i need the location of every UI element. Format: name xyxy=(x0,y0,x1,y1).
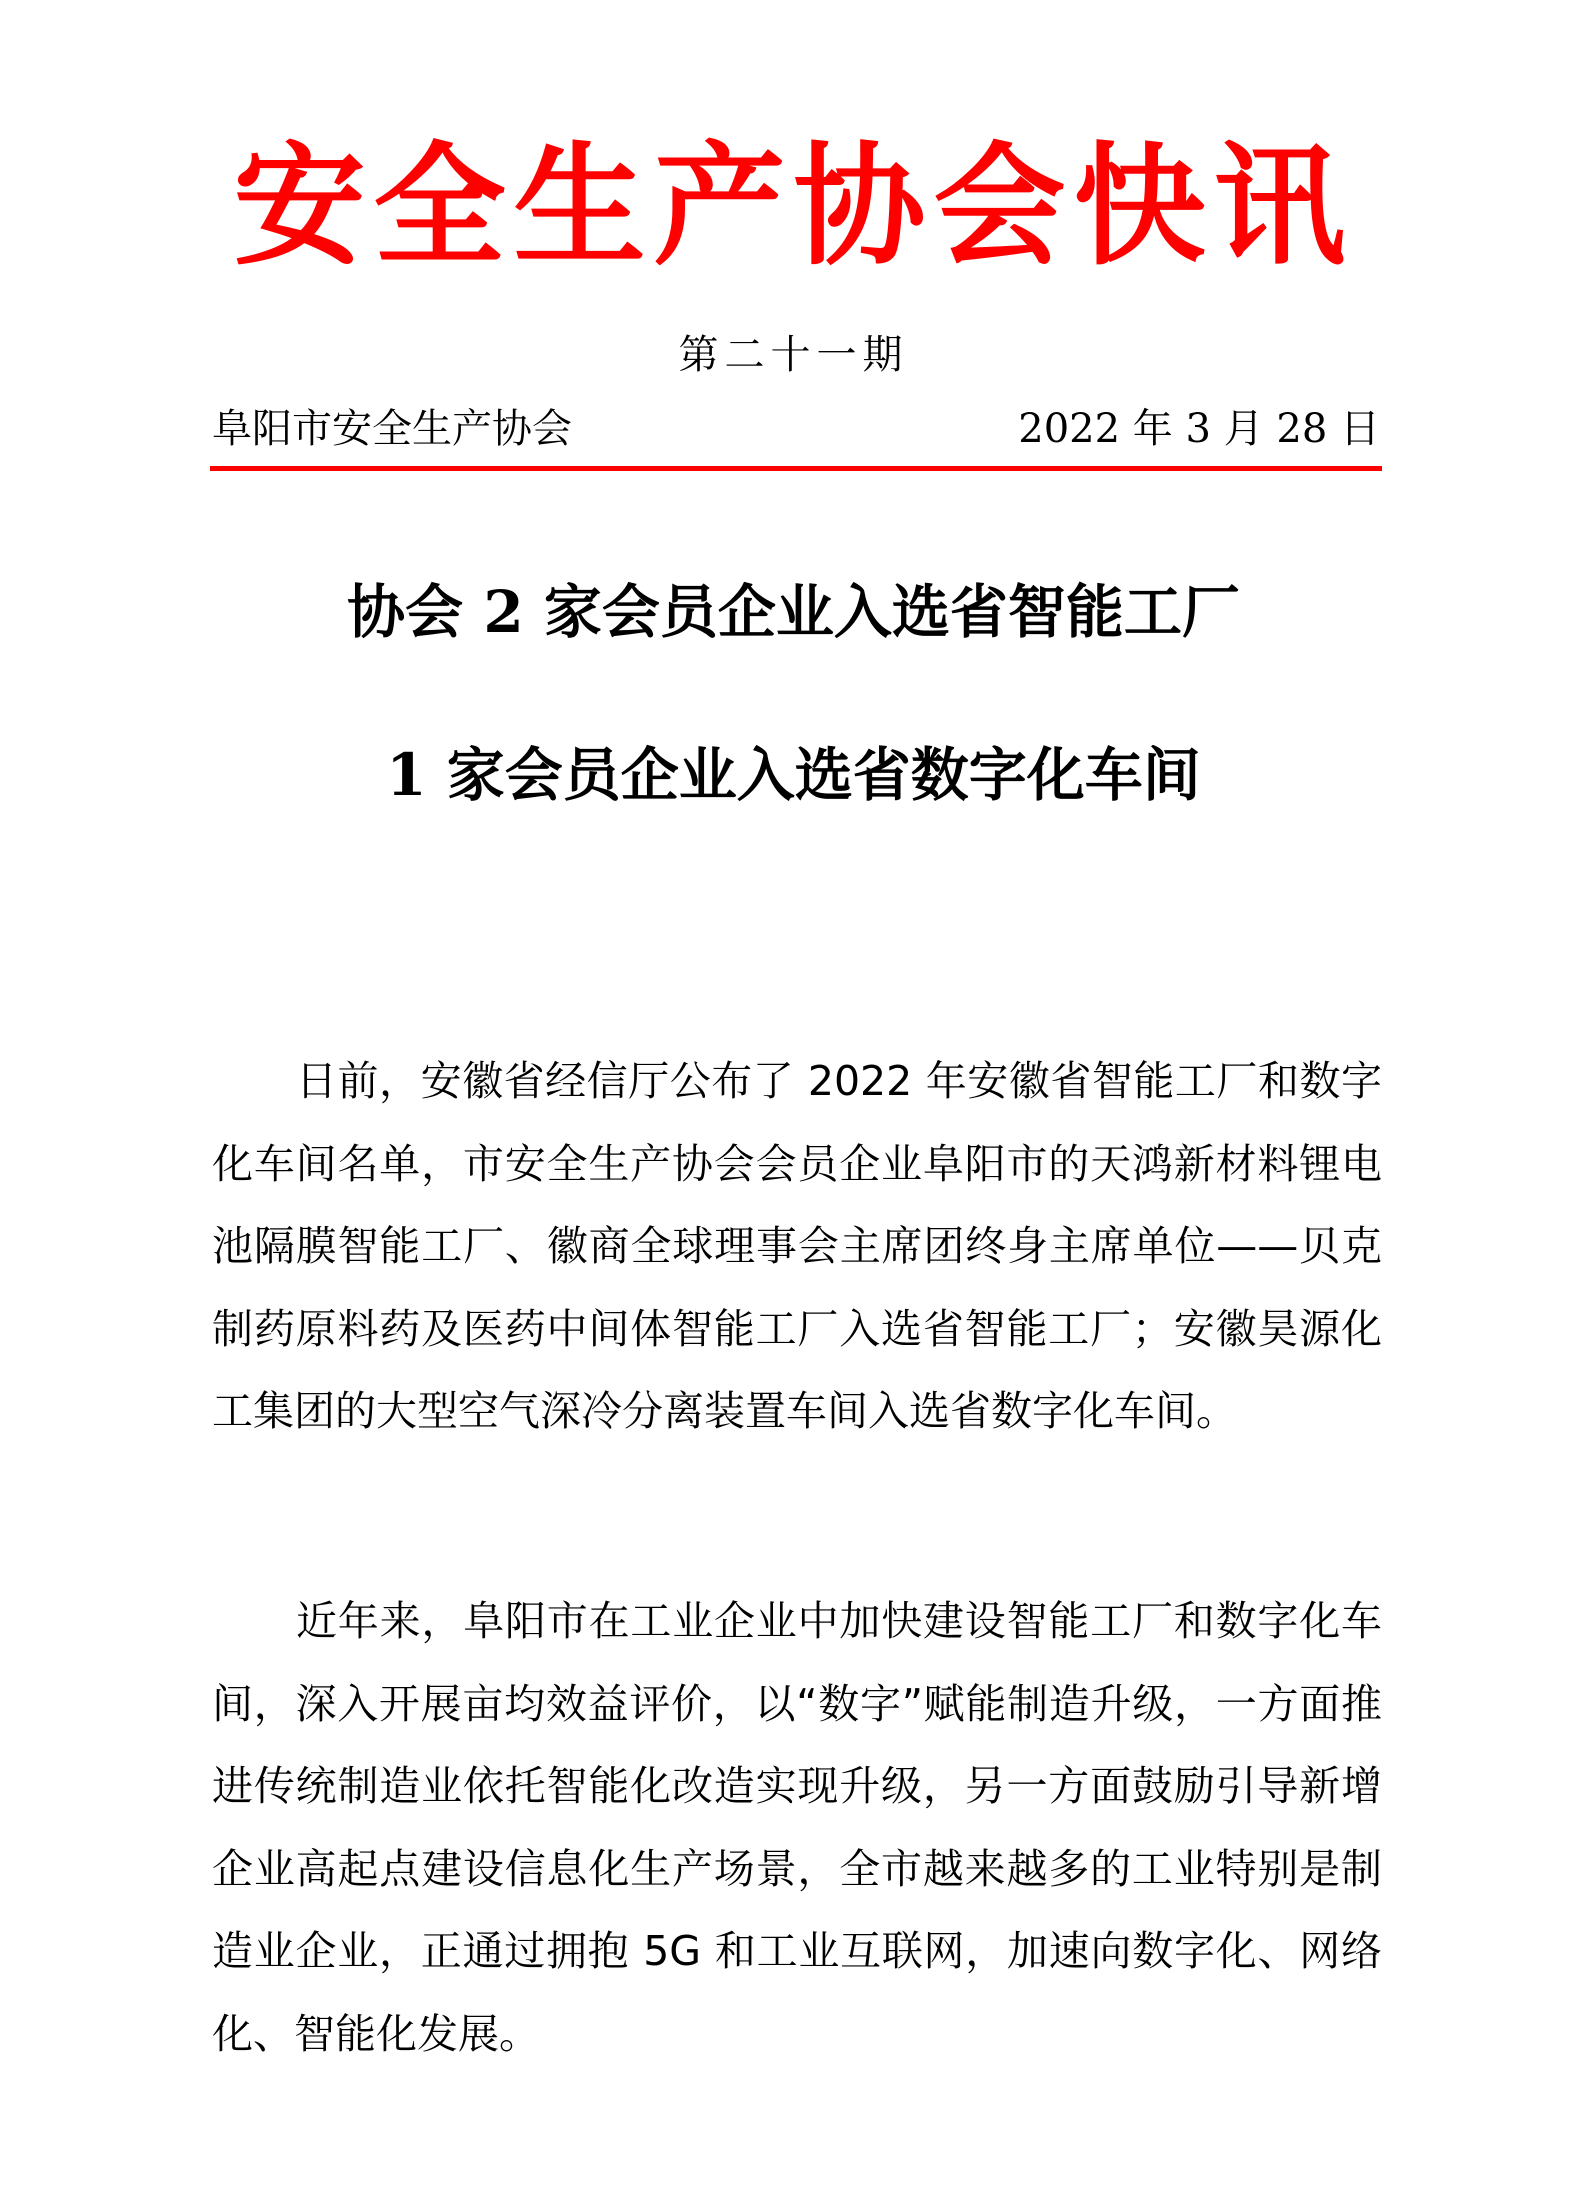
publisher-line xyxy=(212,402,1380,456)
masthead-title: 安全生产协会快讯 xyxy=(233,129,1354,284)
body-paragraph-1: 日前，安徽省经信厅公布了 2022 年安徽省智能工厂和数字化车间名单，市安全生产协会会员企业阜阳市的天鸿新材料锂电池隔膜智能工厂、徽商全球理事会主席团终身主席单位——贝克制药原料药及医药中间体智能工厂入选省智能工厂；安徽昊源化工集团的大型空气深冷分离装置车间入选省数字化车间。 xyxy=(212,1057,1382,1435)
publisher-organization: 阜阳市安全生产协会 xyxy=(212,406,572,452)
headline-line-2: 1 家会员企业入选省数字化车间 xyxy=(386,741,1201,809)
publication-date: 2022 年 3 月 28 日 xyxy=(1018,406,1380,452)
issue-number: 第二十一期 xyxy=(678,332,909,378)
red-divider-rule xyxy=(210,466,1382,471)
headline-line-1: 协会 2 家会员企业入选省智能工厂 xyxy=(347,578,1240,646)
body-paragraph-2: 近年来，阜阳市在工业企业中加快建设智能工厂和数字化车间，深入开展亩均效益评价，以“数字”赋能制造升级，一方面推进传统制造业依托智能化改造实现升级，另一方面鼓励引导新增企业高起点建设信息化生产场景，全市越来越多的工业特别是制造业企业，正通过拥抱 5G 和工业互联网，加速向数字化、网络化、智能化发展。 xyxy=(212,1597,1382,2058)
